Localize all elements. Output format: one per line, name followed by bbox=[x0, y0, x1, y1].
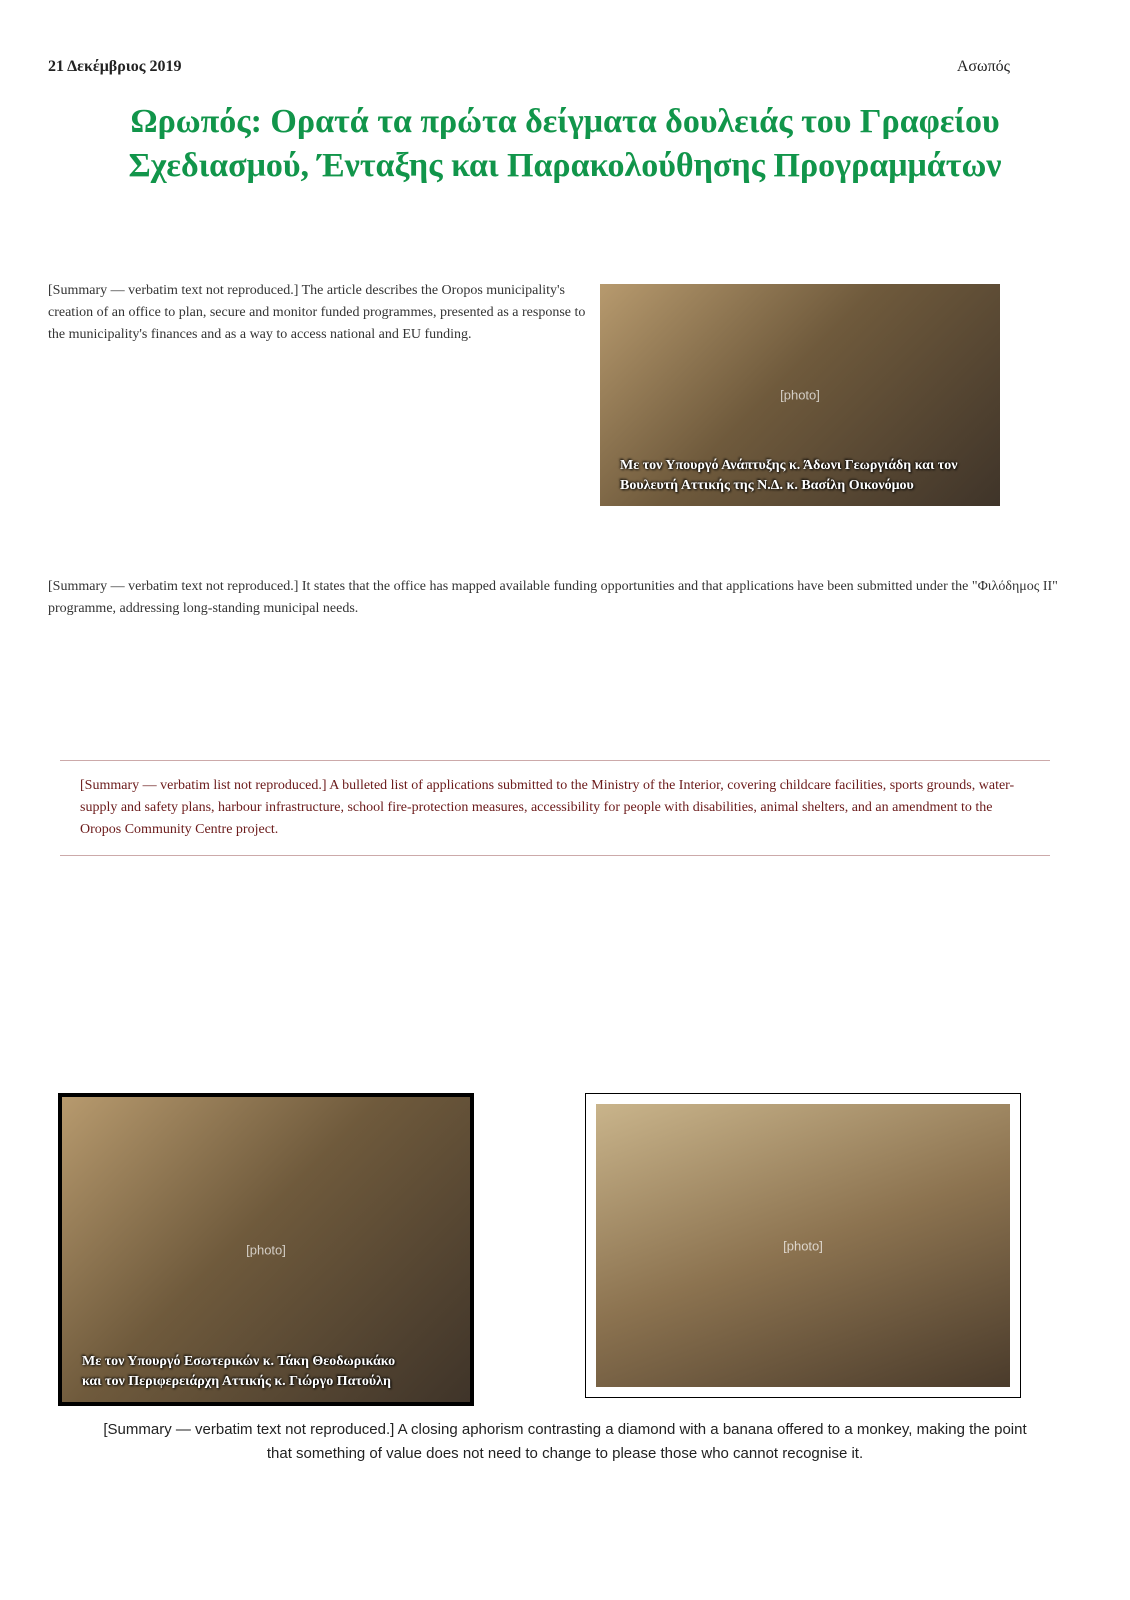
article-body-summary: [Summary — verbatim text not reproduced.] The article describes the Oropos municipality's creation of an office to plan, secure and monitor funded programmes, presented as a response to the municipality's finances and as a way to access national and EU funding. [Summary — verbatim text not reproduced.] It states that the office has mapped available funding opportunities and that applications have been submitted under the "Φιλόδημος ΙΙ" programme, addressing long-standing municipal needs. bbox=[48, 283, 1058, 616]
page-header bbox=[48, 58, 1010, 82]
photo-caption: Με τον Υπουργό Ανάπτυξης κ. Άδωνι Γεωργιάδη και τον Βουλευτή Αττικής της Ν.Δ. κ. Βασίλη Οικονόμου bbox=[620, 458, 958, 493]
newspaper-name: Ασωπός bbox=[956, 58, 1010, 75]
article-headline bbox=[60, 100, 1070, 188]
photo-placeholder-label: [photo] bbox=[246, 1242, 286, 1257]
closing-quote-summary: [Summary — verbatim text not reproduced.] A closing aphorism contrasting a diamond with a banana offered to a monkey, making the point that something of value does not need to change to please those who cannot recognise it. bbox=[103, 1421, 1027, 1462]
group-photo-image bbox=[596, 1104, 1010, 1387]
photo-with-interior-minister bbox=[58, 1093, 474, 1406]
group-photo bbox=[585, 1093, 1021, 1398]
photo-caption: Με τον Υπουργό Εσωτερικών κ. Τάκη Θεοδωρικάκο και τον Περιφερειάρχη Αττικής κ. Γιώργο Πατούλη bbox=[82, 1354, 396, 1389]
headline-line-2: Σχεδιασμού, Ένταξης και Παρακολούθησης Προγραμμάτων bbox=[128, 147, 1002, 184]
photo-with-minister-of-development bbox=[600, 284, 1000, 506]
photo-placeholder-label: [photo] bbox=[783, 1238, 823, 1253]
headline-line-1: Ωρωπός: Ορατά τα πρώτα δείγματα δουλειάς του Γραφείου bbox=[130, 103, 1000, 140]
photo-placeholder-label: [photo] bbox=[780, 387, 820, 403]
issue-date: 21 Δεκέμβριος 2019 bbox=[48, 58, 182, 75]
submissions-summary: [Summary — verbatim list not reproduced.] A bulleted list of applications submitted to the Ministry of the Interior, covering childcare facilities, sports grounds, water-supply and safety plans, harbour infrastructure, school fire-protection measures, accessibility for people with disabilities, animal shelters, and an amendment to the Oropos Community Centre project. bbox=[60, 760, 1050, 856]
